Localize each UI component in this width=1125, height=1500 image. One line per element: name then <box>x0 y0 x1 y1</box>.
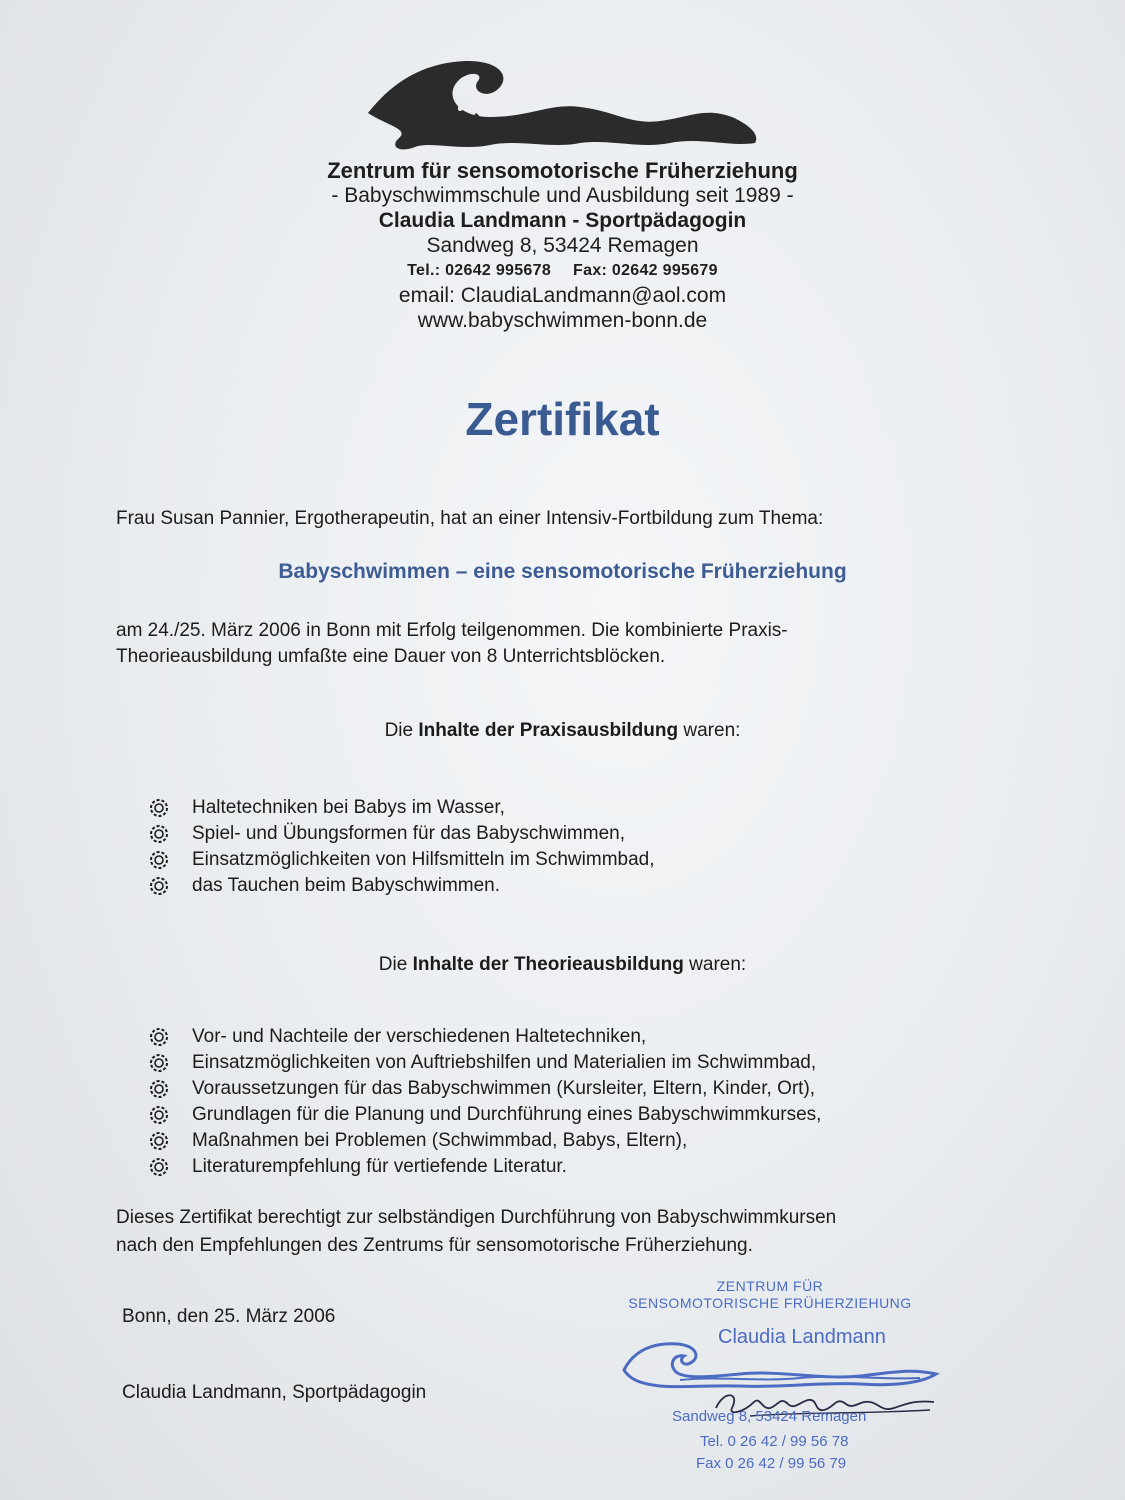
org-name: Zentrum für sensomotorische Früherziehung <box>327 158 798 183</box>
closing-line-2: nach den Empfehlungen des Zentrums für sensomotorische Früherziehung. <box>116 1235 753 1256</box>
gear-bullet-icon <box>148 1104 170 1126</box>
list-item: Grundlagen für die Planung und Durchführung eines Babyschwimmkurses, <box>148 1102 821 1128</box>
org-address: Sandweg 8, 53424 Remagen <box>426 234 699 257</box>
gear-bullet-icon <box>148 823 170 845</box>
stamp-line-2: SENSOMOTORISCHE FRÜHERZIEHUNG <box>628 1295 912 1311</box>
website-url: www.babyschwimmen-bonn.de <box>417 309 708 332</box>
letterhead <box>0 158 1125 333</box>
list-item: Einsatzmöglichkeiten von Hilfsmitteln im Schwimmbad, <box>148 847 655 873</box>
stamp-fax: Fax 0 26 42 / 99 56 79 <box>696 1455 847 1472</box>
org-subtitle: - Babyschwimmschule und Ausbildung seit 1989 - <box>331 184 794 207</box>
closing-line-1: Dieses Zertifikat berechtigt zur selbständigen Durchführung von Babyschwimmkursen <box>116 1207 837 1228</box>
wave-logo-icon <box>360 55 780 160</box>
list-item: Haltetechniken bei Babys im Wasser, <box>148 795 655 821</box>
gear-bullet-icon <box>148 1130 170 1152</box>
gear-bullet-icon <box>148 1078 170 1100</box>
stamp-phone: Tel. 0 26 42 / 99 56 78 <box>700 1433 849 1450</box>
gear-bullet-icon <box>148 1052 170 1074</box>
list-item: Voraussetzungen für das Babyschwimmen (Kursleiter, Eltern, Kinder, Ort), <box>148 1076 821 1102</box>
list-item: Vor- und Nachteile der verschiedenen Haltetechniken, <box>148 1024 821 1050</box>
certificate-title: Zertifikat <box>465 393 660 445</box>
phone-number: Tel.: 02642 995678 <box>407 262 552 279</box>
closing-text <box>116 1204 1016 1260</box>
practice-heading: Die Inhalte der Praxisausbildung waren: <box>384 720 741 741</box>
stamp-name: Claudia Landmann <box>718 1326 886 1348</box>
fax-number: Fax: 02642 995679 <box>573 262 718 279</box>
gear-bullet-icon <box>148 1156 170 1178</box>
completion-line-2: Theorieausbildung umfaßte eine Dauer von 8 Unterrichtsblöcken. <box>116 646 666 667</box>
gear-bullet-icon <box>148 1026 170 1048</box>
completion-text <box>116 618 996 670</box>
stamp <box>600 1278 960 1478</box>
list-item: Spiel- und Übungsformen für das Babyschwimmen, <box>148 821 655 847</box>
theory-list <box>148 1024 821 1180</box>
course-topic: Babyschwimmen – eine sensomotorische Früherziehung <box>278 560 847 583</box>
email-address: email: ClaudiaLandmann@aol.com <box>398 284 727 307</box>
stamp-heading <box>600 1278 940 1312</box>
completion-line-1: am 24./25. März 2006 in Bonn mit Erfolg teilgenommen. Die kombinierte Praxis- <box>116 620 788 641</box>
list-item: Einsatzmöglichkeiten von Auftriebshilfen und Materialien im Schwimmbad, <box>148 1050 821 1076</box>
stamp-line-1: ZENTRUM FÜR <box>716 1278 824 1294</box>
gear-bullet-icon <box>148 849 170 871</box>
list-item: Literaturempfehlung für vertiefende Literatur. <box>148 1154 821 1180</box>
stamp-address: Sandweg 8, 53424 Remagen <box>672 1408 867 1425</box>
list-item: Maßnahmen bei Problemen (Schwimmbad, Babys, Eltern), <box>148 1128 821 1154</box>
contact-phone-line <box>0 258 1125 283</box>
place-date: Bonn, den 25. März 2006 <box>122 1306 336 1327</box>
practice-list <box>148 795 655 899</box>
intro-text: Frau Susan Pannier, Ergotherapeutin, hat an einer Intensiv-Fortbildung zum Thema: <box>116 508 824 529</box>
theory-heading: Die Inhalte der Theorieausbildung waren: <box>378 954 747 975</box>
gear-bullet-icon <box>148 875 170 897</box>
owner-name: Claudia Landmann - Sportpädagogin <box>378 209 747 232</box>
gear-bullet-icon <box>148 797 170 819</box>
signer-name: Claudia Landmann, Sportpädagogin <box>122 1382 427 1403</box>
list-item: das Tauchen beim Babyschwimmen. <box>148 873 655 899</box>
